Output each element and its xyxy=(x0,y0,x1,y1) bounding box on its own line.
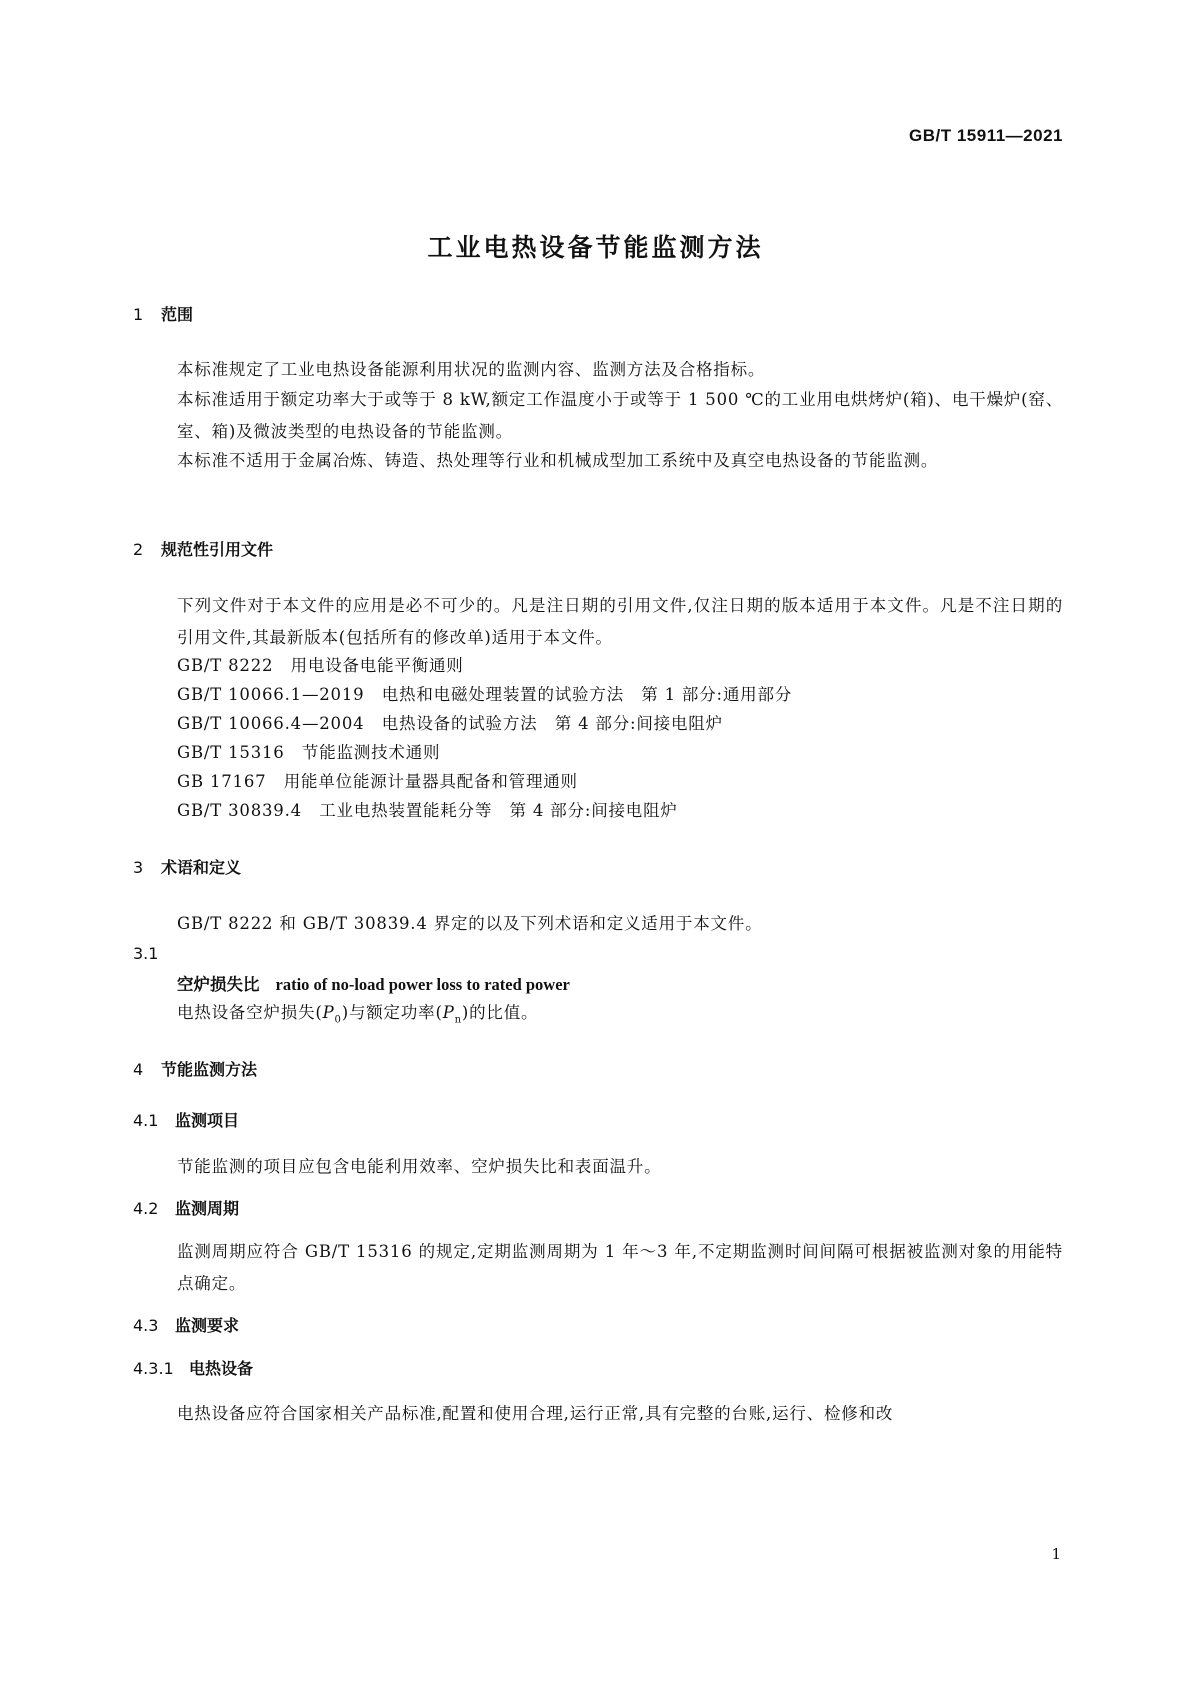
section-1-paragraph-2: 本标准适用于额定功率大于或等于 8 kW,额定工作温度小于或等于 1 500 ℃的工业用电烘烤炉(箱)、电干燥炉(窑、室、箱)及微波类型的电热设备的节能监测。 xyxy=(177,390,1064,441)
section-title: 监测要求 xyxy=(175,1316,240,1335)
section-title: 规范性引用文件 xyxy=(161,540,274,559)
section-1-paragraph-3: 本标准不适用于金属冶炼、铸造、热处理等行业和机械成型加工系统中及真空电热设备的节能监测。 xyxy=(177,451,939,470)
reference-item: GB/T 15316 节能监测技术通则 xyxy=(177,743,441,762)
section-4-heading xyxy=(133,1057,257,1080)
section-4-3-1-heading xyxy=(133,1356,253,1379)
section-4-2-paragraph: 监测周期应符合 GB/T 15316 的规定,定期监测周期为 1 年～3 年,不定期监测时间间隔可根据被监测对象的用能特点确定。 xyxy=(177,1242,1063,1293)
reference-item: GB/T 30839.4 工业电热装置能耗分等 第 4 部分:间接电阻炉 xyxy=(177,801,678,820)
section-number: 2 xyxy=(133,540,144,559)
standard-code: GB/T 15911—2021 xyxy=(909,126,1063,145)
section-number: 4 xyxy=(133,1060,144,1079)
term-entry xyxy=(177,971,570,995)
reference-item: GB/T 8222 用电设备电能平衡通则 xyxy=(177,656,464,675)
section-title: 监测周期 xyxy=(175,1199,240,1218)
section-title: 术语和定义 xyxy=(161,858,242,877)
section-3-heading xyxy=(133,855,241,878)
section-1-heading xyxy=(133,302,193,325)
section-4-1-paragraph: 节能监测的项目应包含电能利用效率、空炉损失比和表面温升。 xyxy=(177,1157,662,1176)
section-4-3-1-paragraph: 电热设备应符合国家相关产品标准,配置和使用合理,运行正常,具有完整的台账,运行、检修和改 xyxy=(177,1404,894,1423)
page-number: 1 xyxy=(1051,1545,1061,1563)
section-title: 电热设备 xyxy=(189,1359,254,1378)
section-title: 节能监测方法 xyxy=(161,1060,258,1079)
section-4-3-heading xyxy=(133,1313,239,1336)
section-1-paragraph-1: 本标准规定了工业电热设备能源利用状况的监测内容、监测方法及合格指标。 xyxy=(177,360,766,379)
section-title: 范围 xyxy=(161,305,194,324)
section-2-paragraph-1: 下列文件对于本文件的应用是必不可少的。凡是注日期的引用文件,仅注日期的版本适用于本文件。凡是不注日期的引用文件,其最新版本(包括所有的修改单)适用于本文件。 xyxy=(177,596,1063,647)
section-4-1-heading xyxy=(133,1108,239,1131)
term-chinese: 空炉损失比 xyxy=(177,975,260,994)
section-3-paragraph-1: GB/T 8222 和 GB/T 30839.4 界定的以及下列术语和定义适用于本文件。 xyxy=(177,914,763,933)
term-definition: 电热设备空炉损失$(P_0)$与额定功率$(P_n)$的比值。 xyxy=(177,1003,539,1026)
section-number: 1 xyxy=(133,305,144,324)
reference-item: GB 17167 用能单位能源计量器具配备和管理通则 xyxy=(177,772,578,791)
section-title: 监测项目 xyxy=(175,1111,240,1130)
reference-item: GB/T 10066.4—2004 电热设备的试验方法 第 4 部分:间接电阻炉 xyxy=(177,714,723,733)
reference-item: GB/T 10066.1—2019 电热和电磁处理装置的试验方法 第 1 部分:通用部分 xyxy=(177,685,793,704)
section-2-heading xyxy=(133,537,273,560)
document-title: 工业电热设备节能监测方法 xyxy=(427,233,764,262)
section-number: 4.3 xyxy=(133,1316,159,1335)
section-number: 4.3.1 xyxy=(133,1359,174,1378)
section-number: 4.1 xyxy=(133,1111,159,1130)
term-number: 3.1 xyxy=(133,944,159,963)
section-4-2-heading xyxy=(133,1196,239,1219)
section-number: 3 xyxy=(133,858,144,877)
section-number: 4.2 xyxy=(133,1199,159,1218)
term-english: ratio of no-load power loss to rated power xyxy=(275,975,570,994)
